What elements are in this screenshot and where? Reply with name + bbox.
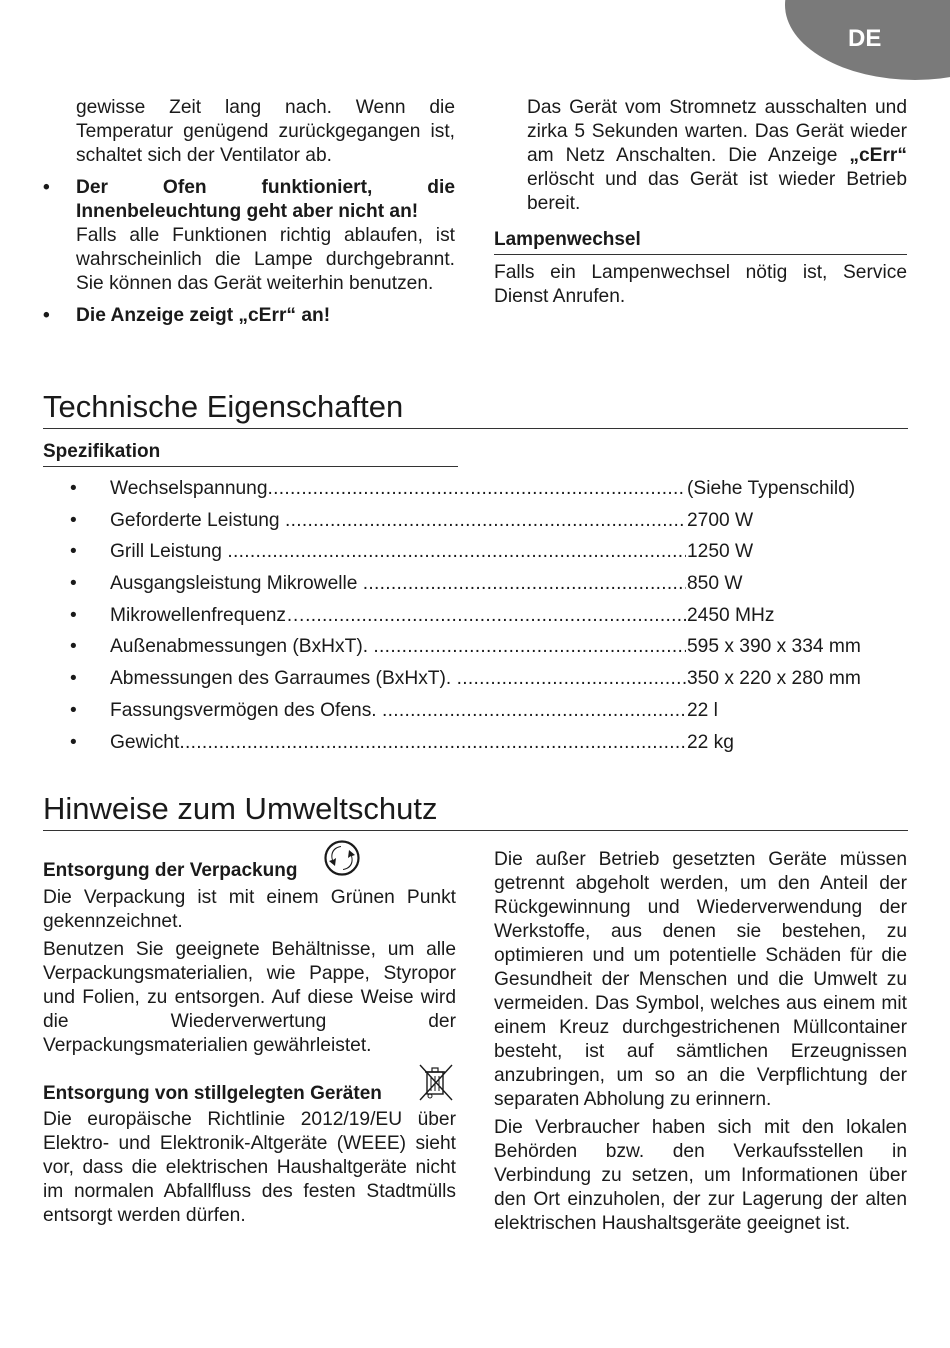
packaging-text-2: Benutzen Sie geeignete Behältnisse, um alle Verpackungsmaterialien, wie Pappe, Styropor und Folien, zu entsorgen. Auf diese Weise wird die Wiederverwertung der Verpackungsmaterialien gewährleistet. — [43, 939, 456, 1056]
bullet-dot: • — [70, 699, 77, 721]
spec-label: Abmessungen des Garraumes (BxHxT). ..... — [110, 666, 686, 692]
bullet-dot: • — [70, 478, 77, 499]
devices-text: Die europäische Richtlinie 2012/19/EU über Elektro- und Elektronik-Altgeräte (WEEE) sieht vor, dass die elektrischen Haushaltgeräte nicht im normalen Abfallfluss des festen Stadtmülls entsorgt werden dürfen. — [43, 1109, 456, 1226]
bullet-heading: Die Anzeige zeigt „cErr“ an! — [76, 305, 331, 326]
spec-row — [70, 603, 910, 635]
env-left-column — [43, 840, 456, 1232]
language-tab-label: DE — [848, 25, 882, 52]
spec-row — [70, 666, 910, 698]
bullet-text: Falls alle Funktionen richtig ablaufen, ist wahrscheinlich die Lampe durchgebrannt. Sie können das Gerät weiterhin benutzen. — [76, 225, 455, 294]
spec-value: 2450 MHz — [687, 604, 775, 626]
disposal-text-1: Die außer Betrieb gesetzten Geräte müssen getrennt abgeholt werden, um den Anteil der Rückgewinnung und Wiederverwendung der Werkstoffe, aus denen sie bestehen, zu optimieren und um potentielle Schäden für die Gesundheit der Menschen und die Umwelt zu vermeiden. Das Symbol, welches aus einem mit einem Kreuz durchgestrichenen Müllcontainer besteht, ist auf sämtlichen Erzeugnissen anzubringen, um so an die Verpflichtung der separaten Abholung zu erinnern. — [494, 849, 907, 1110]
spec-value: 22 kg — [687, 731, 734, 753]
lamp-change-text: Falls ein Lampenwechsel nötig ist, Service Dienst Anrufen. — [494, 262, 907, 307]
bullet-dot: • — [70, 604, 77, 626]
bullet-dot: • — [43, 305, 50, 326]
environment-section-title: Hinweise zum Umweltschutz — [43, 790, 908, 831]
spec-value: 22 l — [687, 699, 718, 721]
bullet-item-cerr — [43, 304, 455, 328]
bullet-dot: • — [70, 541, 77, 563]
spec-value: 1250 W — [687, 541, 754, 563]
packaging-heading-row — [43, 840, 456, 884]
disposal-text-2: Die Verbraucher haben sich mit den lokalen Behörden bzw. den Verkaufsstellen in Verbindung zu setzen, um Informationen über den Ort einzuholen, der zur Lagerung der alten elektrischen Haushaltsgeräte geeignet ist. — [494, 1117, 907, 1234]
bullet-dot: • — [70, 668, 77, 690]
bullet-dot: • — [70, 509, 77, 531]
env-right-column — [494, 848, 907, 1240]
spec-label: Fassungsvermögen des Ofens. ..... — [110, 698, 686, 724]
spec-label: Wechselspannung ..... — [110, 476, 686, 502]
spec-row — [70, 730, 910, 762]
spec-row — [70, 476, 910, 508]
spec-value: (Siehe Typenschild) — [687, 478, 856, 499]
top-right-column — [494, 96, 907, 309]
cerr-reset-after: erlöscht und das Gerät ist wieder Betrieb bereit. — [527, 169, 907, 214]
spec-value: 595 x 390 x 334 mm — [687, 636, 861, 658]
spec-label: Geforderte Leistung ..... — [110, 508, 686, 534]
bullet-dot: • — [70, 573, 77, 595]
top-left-column — [43, 96, 455, 328]
lamp-change-heading: Lampenwechsel — [494, 228, 907, 255]
cerr-reset-before: Das Gerät vom Stromnetz ausschalten und zirka 5 Sekunden warten. Das Gerät wieder am Netz Anschalten. Die Anzeige — [527, 97, 907, 166]
cerr-code: „cErr“ — [849, 145, 907, 166]
crossed-bin-icon — [417, 1062, 455, 1109]
intro-text: gewisse Zeit lang nach. Wenn die Temperatur genügend zurückgegangen ist, schaltet sich der Ventilator ab. — [76, 97, 455, 166]
spec-label: Außenabmessungen (BxHxT). ..... — [110, 634, 686, 660]
spec-label: Ausgangsleistung Mikrowelle ..... — [110, 571, 686, 597]
green-dot-recycling-icon — [324, 840, 360, 883]
spec-row — [70, 698, 910, 730]
spec-label: Grill Leistung ..... — [110, 539, 686, 565]
tech-section-title: Technische Eigenschaften — [43, 388, 908, 429]
packaging-heading: Entsorgung der Verpackung — [43, 860, 298, 881]
spec-label: Mikrowellenfrequenz… ..... — [110, 603, 686, 629]
devices-heading: Entsorgung von stillgelegten Geräten — [43, 1083, 382, 1104]
spec-row — [70, 634, 910, 666]
spec-label: Gewicht ..... — [110, 730, 686, 756]
devices-heading-row — [43, 1062, 456, 1106]
spec-value: 350 x 220 x 280 mm — [687, 668, 861, 690]
spec-value: 2700 W — [687, 509, 754, 531]
spec-row — [70, 539, 910, 571]
spec-list — [70, 476, 910, 761]
packaging-text-1: Die Verpackung ist mit einem Grünen Punkt gekennzeichnet. — [43, 887, 456, 932]
spec-row — [70, 508, 910, 540]
bullet-dot: • — [70, 731, 77, 753]
spec-row — [70, 571, 910, 603]
bullet-heading: Der Ofen funktioniert, die Innenbeleuchtung geht aber nicht an! — [76, 177, 455, 222]
bullet-dot: • — [43, 177, 50, 198]
cerr-reset-text — [494, 96, 907, 216]
bullet-item-lamp — [43, 176, 455, 296]
bullet-dot: • — [70, 636, 77, 658]
spec-subheading: Spezifikation — [43, 440, 458, 467]
spec-value: 850 W — [687, 573, 743, 595]
